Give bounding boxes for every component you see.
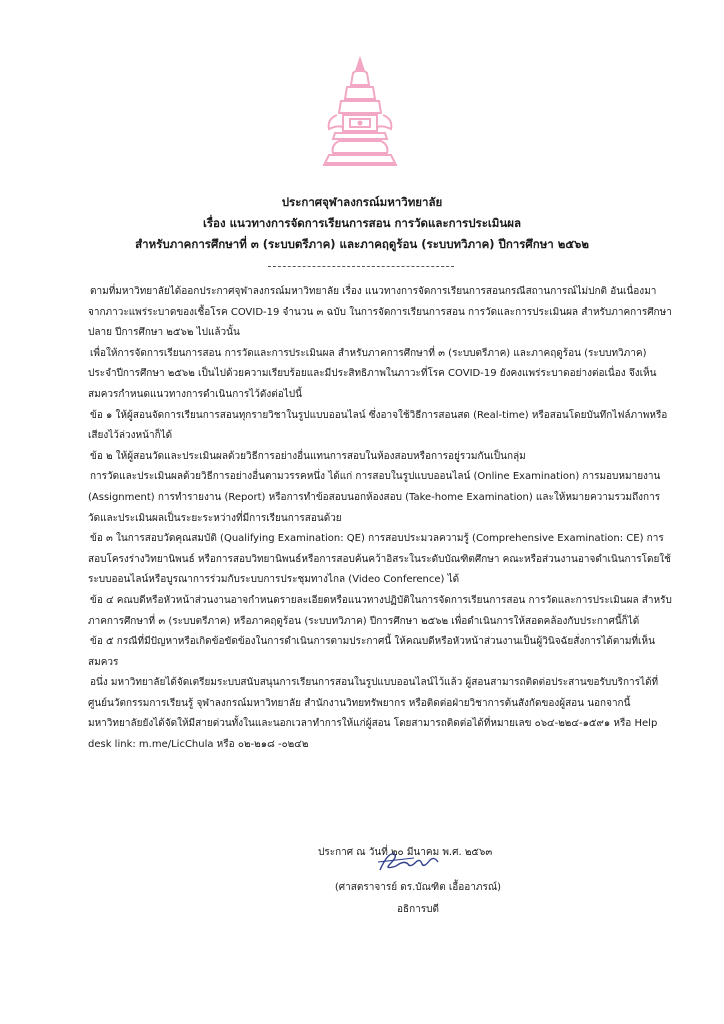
paragraph: ข้อ ๕ กรณีที่มีปัญหาหรือเกิดข้อขัดข้องในการดำเนินการตามประกาศนี้ ให้คณบดีหรือหัวหน้าส่วนงานเป็นผู้วินิจฉัยสั่งการได้ตามที่เห็นสมควร bbox=[88, 636, 655, 668]
paragraph: ข้อ ๒ ให้ผู้สอนวัดและประเมินผลด้วยวิธีการอย่างอื่นแทนการสอบในห้องสอบหรือการอยู่รวมกันเป็นกลุ่ม bbox=[90, 450, 526, 462]
heading-line-3: สำหรับภาคการศึกษาที่ ๓ (ระบบตรีภาค) และภาคฤดูร้อน (ระบบทวิภาค) ปีการศึกษา ๒๕๖๒ bbox=[135, 237, 589, 251]
paragraph: การวัดและประเมินผลด้วยวิธีการอย่างอื่นตามวรรคหนึ่ง ได้แก่ การสอบในรูปแบบออนไลน์ (Online Examination) การมอบหมายงาน (Assignment) การทำรายงาน (Report) หรือการทำข้อสอบนอกห้องสอบ (Take-home Examination) และให้หมายความรวมถึงการวัดและประเมินผลเป็นระยะระหว่างที่มีการเรียนการสอนด้วย bbox=[88, 471, 661, 524]
heading-divider bbox=[268, 266, 454, 267]
university-emblem-icon bbox=[317, 55, 403, 173]
announcement-body bbox=[88, 282, 672, 756]
paragraph: อนึ่ง มหาวิทยาลัยได้จัดเตรียมระบบสนับสนุนการเรียนการสอนในรูปแบบออนไลน์ไว้แล้ว ผู้สอนสามารถติดต่อประสานขอรับบริการได้ที่ศูนย์นวัตกรรมการเรียนรู้ จุฬาลงกรณ์มหาวิทยาลัย สำนักงานวิทยทรัพยากร หรือติดต่อฝ่ายวิชาการต้นสังกัดของผู้สอน นอกจากนี้มหาวิทยาลัยยังได้จัดให้มีสายด่วนทั้งในและนอกเวลาทำการให้แก่ผู้สอน โดยสามารถติดต่อได้ที่หมายเลข ๐๖๔-๒๒๔-๑๕๙๑ หรือ Help desk link: m.me/LicChula หรือ ๐๒-๒๑๘ -๐๒๔๒ bbox=[88, 677, 659, 751]
signer-title: อธิการบดี bbox=[397, 904, 439, 915]
announcement-date: ประกาศ ณ วันที่ ๒๐ มีนาคม พ.ศ. ๒๕๖๓ bbox=[318, 847, 493, 858]
paragraph: ข้อ ๔ คณบดีหรือหัวหน้าส่วนงานอาจกำหนดรายละเอียดหรือแนวทางปฏิบัติในการจัดการเรียนการสอน การวัดและการประเมินผล สำหรับภาคการศึกษาที่ ๓ (ระบบตรีภาค) หรือภาคฤดูร้อน (ระบบทวิภาค) ปีการศึกษา ๒๕๖๒ เพื่อดำเนินการให้สอดคล้องกับประกาศนี้ก็ได้ bbox=[88, 594, 672, 627]
heading-line-1: ประกาศจุฬาลงกรณ์มหาวิทยาลัย bbox=[281, 195, 443, 209]
paragraph: ข้อ ๓ ในการสอบวัดคุณสมบัติ (Qualifying Examination: QE) การสอบประมวลความรู้ (Comprehensive Examination: CE) การสอบโครงร่างวิทยานิพนธ์ หรือการสอบวิทยานิพนธ์หรือการสอบค้นคว้าอิสระในระดับบัณฑิตศึกษา คณะหรือส่วนงานอาจดำเนินการโดยใช้ระบบออนไลน์หรือบูรณาการร่วมกับระบบการประชุมทางไกล (Video Conference) ได้ bbox=[88, 533, 671, 586]
signer-name: (ศาสตราจารย์ ดร.บัณฑิต เอื้ออาภรณ์) bbox=[334, 882, 502, 893]
heading-line-2: เรื่อง แนวทางการจัดการเรียนการสอน การวัดและการประเมินผล bbox=[202, 216, 522, 230]
paragraph: ข้อ ๑ ให้ผู้สอนจัดการเรียนการสอนทุกรายวิชาในรูปแบบออนไลน์ ซึ่งอาจใช้วิธีการสอนสด (Real-time) หรือสอนโดยบันทึกไฟล์ภาพหรือเสียงไว้ล่วงหน้าก็ได้ bbox=[88, 409, 668, 442]
paragraph: ตามที่มหาวิทยาลัยได้ออกประกาศจุฬาลงกรณ์มหาวิทยาลัย เรื่อง แนวทางการจัดการเรียนการสอนกรณีสถานการณ์ไม่ปกติ อันเนื่องมาจากภาวะแพร่ระบาดของเชื้อโรค COVID-19 จำนวน ๓ ฉบับ ในการจัดการเรียนการสอน การวัดและการประเมินผล สำหรับภาคการศึกษาปลาย ปีการศึกษา ๒๕๖๒ ไปแล้วนั้น bbox=[88, 286, 672, 339]
paragraph: เพื่อให้การจัดการเรียนการสอน การวัดและการประเมินผล สำหรับภาคการศึกษาที่ ๓ (ระบบตรีภาค) และภาคฤดูร้อน (ระบบทวิภาค) ประจำปีการศึกษา ๒๕๖๒ เป็นไปด้วยความเรียบร้อยและมีประสิทธิภาพในภาวะที่โรค COVID-19 ยังคงแพร่ระบาดอย่างต่อเนื่อง จึงเห็นสมควรกำหนดแนวทางการดำเนินการไว้ดังต่อไปนี้ bbox=[88, 347, 657, 400]
handwritten-signature bbox=[374, 848, 444, 876]
